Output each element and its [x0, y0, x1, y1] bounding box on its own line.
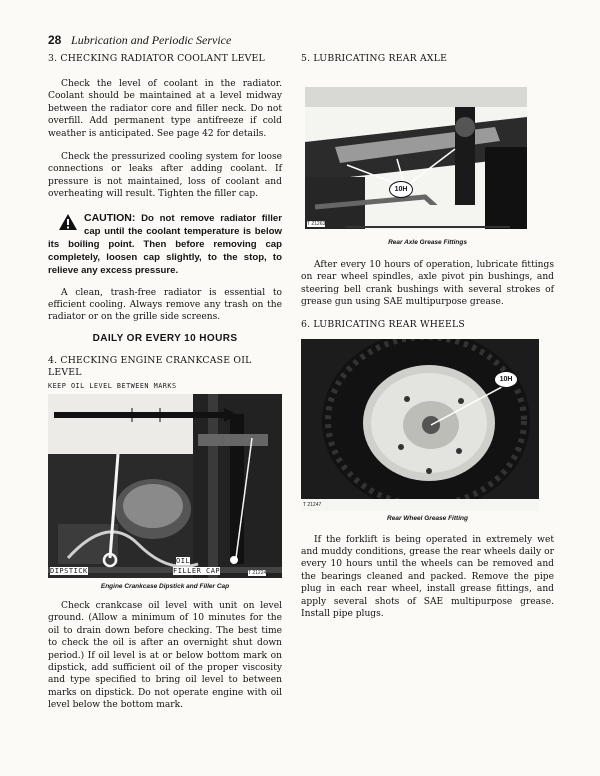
axle-10h-callout: 10H: [389, 181, 413, 198]
figure-1-id: T 21224: [248, 569, 267, 576]
section-4-paragraph-1: Check crankcase oil level with unit on level ground. (Allow a minimum of 10 minutes for the oil to drain down before checking. The best time to check the oil is after an overnight shut down period.) If oil level is at or below bottom mark on dipstick, add sufficient oil of the proper viscosity and type specified to bring oil level to between marks on dipstick. Do not operate engine with oil level below the bottom mark.: [48, 600, 282, 711]
section-6-paragraph-1: If the forklift is being operated in extremely wet and muddy conditions, grease the rear wheels daily or every 10 hours until the wheels can be removed and the bearings cleaned and packed. Remove the pipe plug in each rear wheel, install grease fittings, and apply several shots of SAE multipurpose grease. Install pipe plugs.: [301, 534, 554, 620]
oil-label: OIL: [176, 556, 191, 565]
warning-triangle-icon: [58, 213, 78, 231]
caution-text: Do not remove radiator filler cap until the coolant temperature is below its boiling point. Then before removing cap completely, loosen cap slightly, to the stop, to relieve any excess pressure.: [48, 212, 282, 276]
section-3-paragraph-1: Check the level of coolant in the radiator. Coolant should be maintained at a level midway between the radiator core and filler neck. Do not overfill. Add permanent type antifreeze if cold weather is anticipated. See page 42 for details.: [48, 79, 282, 139]
page-number: 28: [48, 33, 62, 47]
figure-1-caption: Engine Crankcase Dipstick and Filler Cap: [100, 582, 230, 590]
dipstick-label: DIPSTICK: [50, 566, 88, 575]
rear-axle-photo: [305, 87, 527, 229]
rear-axle-figure: [305, 87, 527, 229]
figure-3-caption: Rear Wheel Grease Fitting: [387, 514, 468, 522]
left-column: [48, 53, 282, 712]
filler-cap-label: FILLER CAP: [173, 566, 221, 575]
wheel-10h-callout: 10H: [494, 371, 518, 388]
figure-3-id: T 21247: [303, 501, 322, 508]
caution-word: CAUTION:: [84, 211, 136, 224]
section-6-title: 6. LUBRICATING REAR WHEELS: [301, 318, 465, 330]
dipstick-figure: [48, 382, 282, 578]
rear-wheel-photo: [301, 339, 539, 511]
section-3-paragraph-2: Check the pressurized cooling system for loose connections or leaks after adding coolant. If pressure is not maintained, loss of coolant and overheating will result. Tighten the filler cap.: [48, 152, 282, 200]
section-4-title: 4. CHECKING ENGINE CRANKCASE OIL LEVEL: [48, 354, 252, 378]
section-3-title: 3. CHECKING RADIATOR COOLANT LEVEL: [48, 53, 265, 64]
figure-2-caption: Rear Axle Grease Fittings: [388, 239, 467, 246]
rear-wheel-figure: [301, 339, 539, 511]
page-header: [48, 33, 231, 48]
keep-oil-level-label: KEEP OIL LEVEL BETWEEN MARKS: [48, 381, 177, 390]
engine-photo: [48, 394, 282, 578]
running-title: Lubrication and Periodic Service: [71, 33, 232, 47]
daily-heading: DAILY OR EVERY 10 HOURS: [92, 332, 238, 344]
section-3-paragraph-3: A clean, trash-free radiator is essential to efficient cooling. Always remove any trash on the radiator or on the grille side screens.: [48, 287, 282, 323]
caution-block: [48, 212, 282, 277]
figure-2-id: T 21263: [307, 221, 326, 227]
right-column: [301, 53, 554, 620]
section-5-paragraph-1: After every 10 hours of operation, lubricate fittings on rear wheel spindles, axle pivot pin bushings, and steering bell crank bushings with several strokes of grease gun using SAE multipurpose grease.: [301, 260, 554, 308]
section-5-title: 5. LUBRICATING REAR AXLE: [301, 53, 448, 64]
